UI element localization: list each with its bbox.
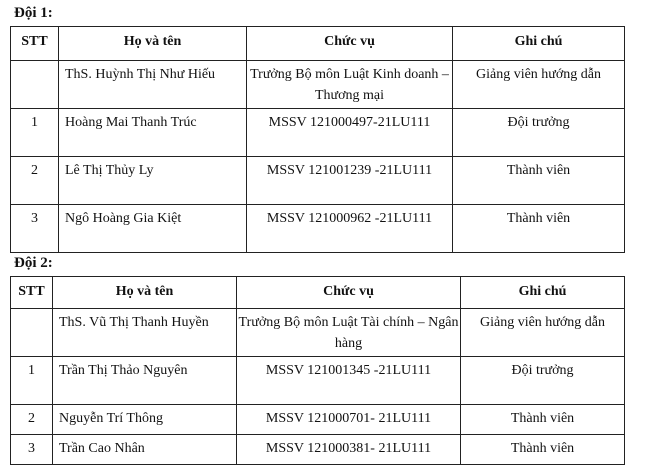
cell-stt: 2 [11, 157, 59, 205]
header-stt: STT [11, 277, 53, 309]
table-header-row [11, 277, 625, 309]
cell-position: MSSV 121001239 -21LU111 [247, 157, 453, 205]
table-row [11, 157, 625, 205]
cell-position: MSSV 121001345 -21LU111 [237, 357, 461, 405]
cell-stt: 1 [11, 357, 53, 405]
cell-note: Giảng viên hướng dẫn [461, 309, 625, 357]
header-note: Ghi chú [453, 27, 625, 61]
cell-note: Đội trưởng [453, 109, 625, 157]
cell-position: Trưởng Bộ môn Luật Kinh doanh – Thương mại [247, 61, 453, 109]
cell-name: Trần Cao Nhân [53, 435, 237, 465]
cell-stt [11, 61, 59, 109]
cell-name: Hoàng Mai Thanh Trúc [59, 109, 247, 157]
cell-position: MSSV 121000497-21LU111 [247, 109, 453, 157]
team-1-title: Đội 1: [14, 5, 53, 21]
cell-note: Giảng viên hướng dẫn [453, 61, 625, 109]
cell-stt [11, 309, 53, 357]
cell-stt: 3 [11, 205, 59, 253]
cell-stt: 3 [11, 435, 53, 465]
table-row [11, 61, 625, 109]
cell-stt: 1 [11, 109, 59, 157]
table-row [11, 405, 625, 435]
header-position: Chức vụ [247, 27, 453, 61]
cell-name: Lê Thị Thủy Ly [59, 157, 247, 205]
table-row [11, 109, 625, 157]
header-note: Ghi chú [461, 277, 625, 309]
table-header-row [11, 27, 625, 61]
cell-note: Thành viên [453, 157, 625, 205]
cell-name: ThS. Huỳnh Thị Như Hiếu [59, 61, 247, 109]
header-name: Họ và tên [53, 277, 237, 309]
table-row [11, 435, 625, 465]
cell-stt: 2 [11, 405, 53, 435]
cell-name: Ngô Hoàng Gia Kiệt [59, 205, 247, 253]
cell-name: Nguyễn Trí Thông [53, 405, 237, 435]
cell-note: Thành viên [461, 405, 625, 435]
cell-position: MSSV 121000701- 21LU111 [237, 405, 461, 435]
cell-note: Thành viên [453, 205, 625, 253]
table-row [11, 309, 625, 357]
cell-name: Trần Thị Thảo Nguyên [53, 357, 237, 405]
header-stt: STT [11, 27, 59, 61]
team-2-title: Đội 2: [14, 255, 53, 271]
header-position: Chức vụ [237, 277, 461, 309]
cell-note: Thành viên [461, 435, 625, 465]
cell-position: MSSV 121000381- 21LU111 [237, 435, 461, 465]
team-1-table [10, 26, 625, 253]
table-row [11, 205, 625, 253]
table-row [11, 357, 625, 405]
header-name: Họ và tên [59, 27, 247, 61]
cell-name: ThS. Vũ Thị Thanh Huyền [53, 309, 237, 357]
cell-position: MSSV 121000962 -21LU111 [247, 205, 453, 253]
cell-position: Trưởng Bộ môn Luật Tài chính – Ngân hàng [237, 309, 461, 357]
cell-note: Đội trưởng [461, 357, 625, 405]
team-2-table [10, 276, 625, 465]
